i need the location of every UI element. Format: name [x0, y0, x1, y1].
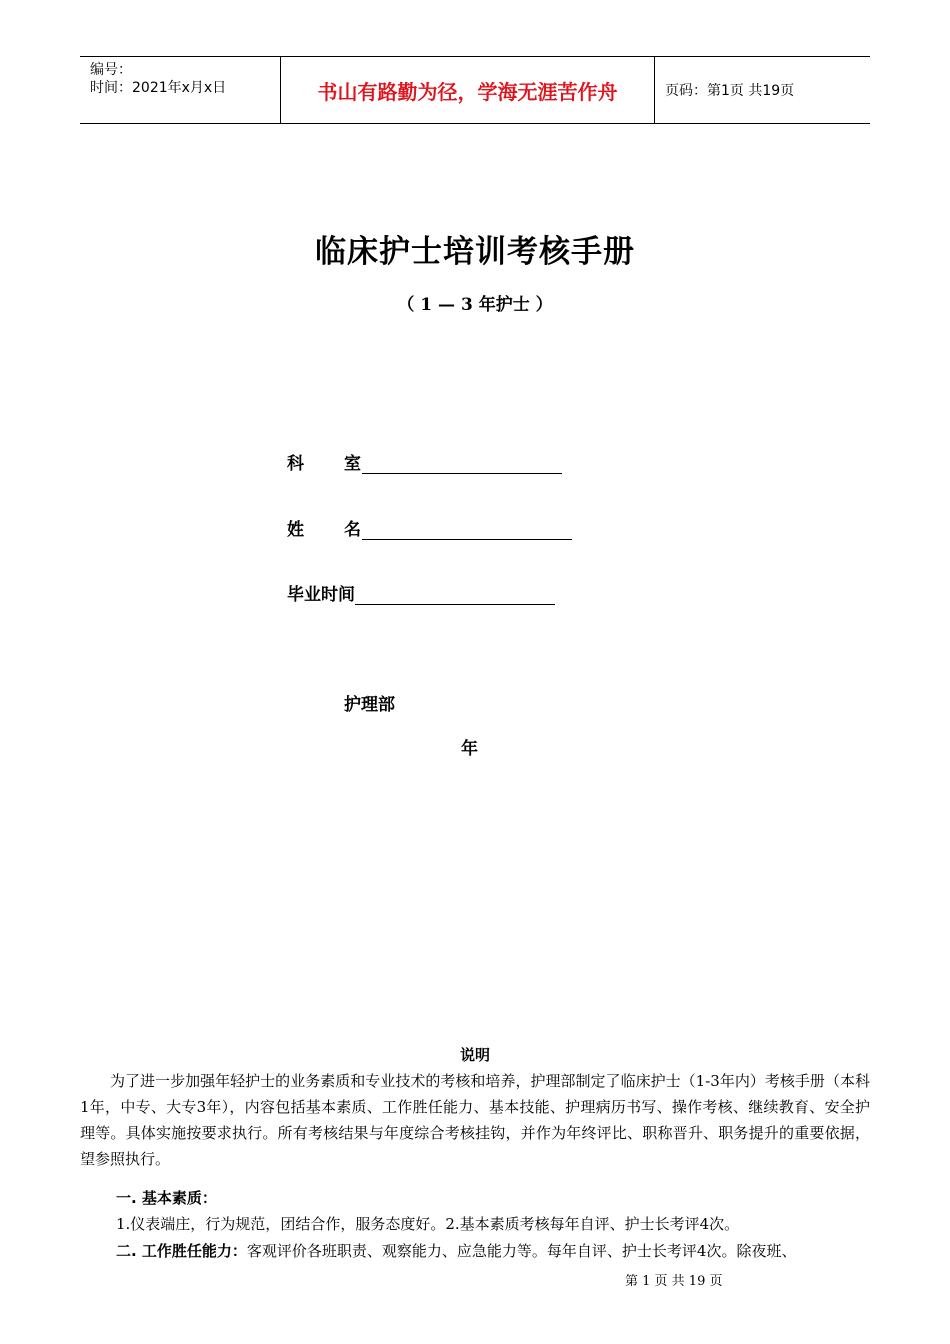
section-basic-quality-title: 一. 基本素质：	[116, 1189, 217, 1207]
header-table	[80, 56, 870, 124]
document-subtitle: （ 1 — 3 年护士 ）	[397, 295, 553, 315]
time-label: 时间：2021年x月x日	[90, 80, 227, 96]
section-competence-title: 二. 工作胜任能力：	[116, 1242, 247, 1260]
note-title: 说明	[459, 1046, 490, 1064]
field-department	[287, 449, 562, 474]
field-department-label-b: 室	[344, 454, 361, 474]
number-label: 编号：	[90, 62, 132, 78]
header-meta	[80, 57, 281, 123]
header-page-label: 页码：第1页 共19页	[665, 83, 795, 99]
field-name-label-b: 名	[344, 520, 361, 540]
field-name	[287, 515, 572, 540]
field-graduation-blank[interactable]	[355, 586, 555, 605]
field-name-blank[interactable]	[362, 521, 572, 540]
field-department-blank[interactable]	[362, 455, 562, 474]
section-basic-quality-text: 1.仪表端庄，行为规范，团结合作，服务态度好。2.基本素质考核每年自评、护士长考评4次。	[116, 1215, 740, 1233]
field-graduation	[287, 580, 555, 605]
field-name-label-a: 姓	[287, 520, 304, 540]
section-competence	[116, 1238, 796, 1264]
page-footer: 第 1 页 共 19 页	[625, 1274, 723, 1289]
department-name: 护理部	[344, 695, 395, 715]
field-department-label-a: 科	[287, 454, 304, 474]
section-competence-text: 客观评价各班职责、观察能力、应急能力等。每年自评、护士长考评4次。除夜班、	[246, 1242, 797, 1260]
header-motto: 书山有路勤为径，学海无涯苦作舟	[281, 57, 655, 123]
section-basic-quality	[116, 1185, 217, 1211]
field-graduation-label: 毕业时间	[287, 585, 355, 605]
document-title: 临床护士培训考核手册	[315, 234, 635, 270]
note-paragraph: 为了进一步加强年轻护士的业务素质和专业技术的考核和培养，护理部制定了临床护士（1-3年内）考核手册（本科1年，中专、大专3年），内容包括基本素质、工作胜任能力、基本技能、护理病历书写、操作考核、继续教育、安全护理等。具体实施按要求执行。所有考核结果与年度综合考核挂钩，并作为年终评比、职称晋升、职务提升的重要依据，望参照执行。	[80, 1072, 870, 1168]
year-label: 年	[461, 739, 478, 759]
